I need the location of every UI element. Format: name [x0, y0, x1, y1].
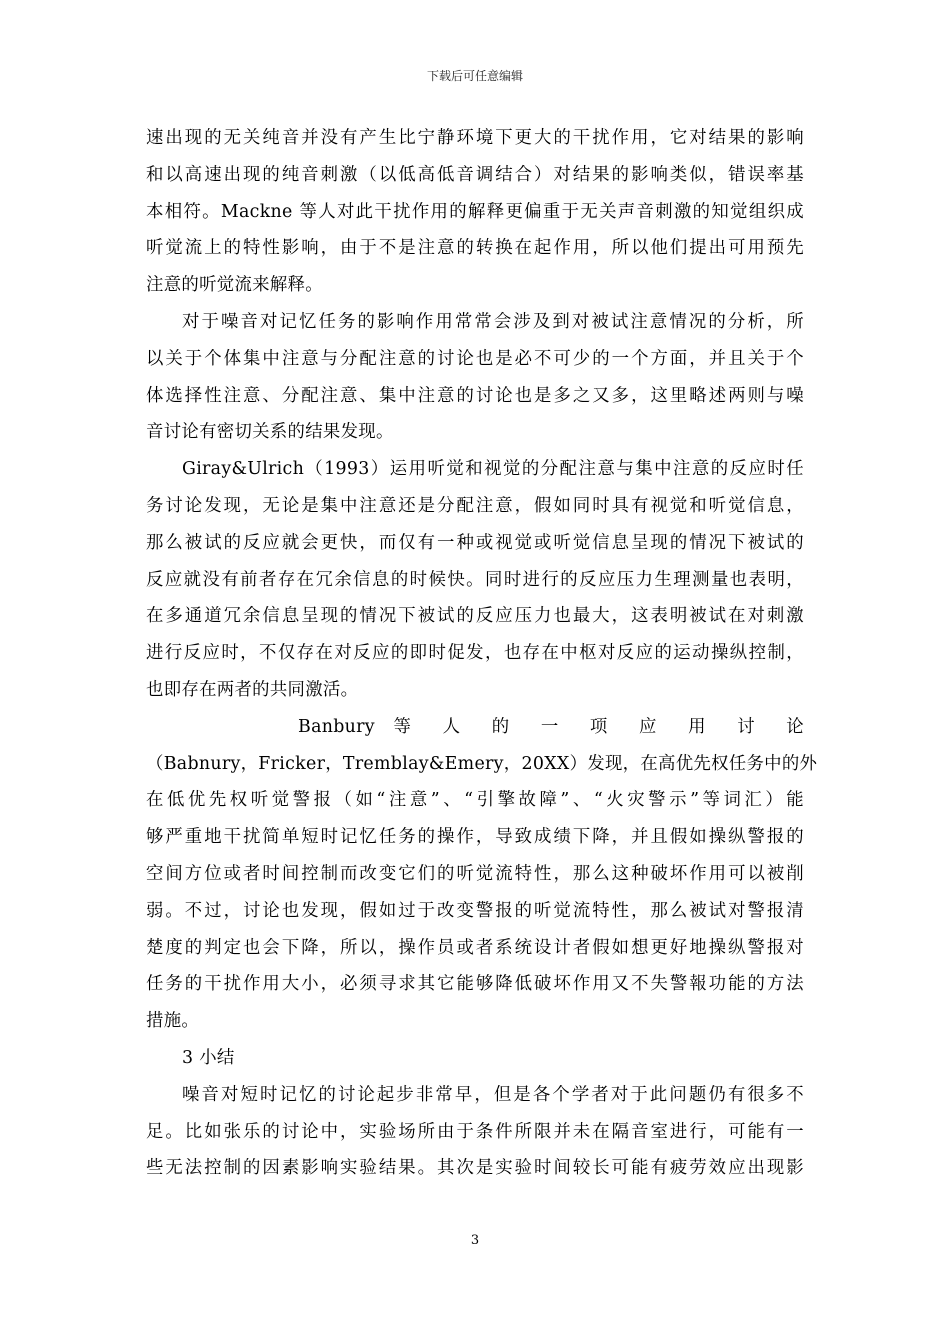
- text-line: Banbury 等 人 的 一 项 应 用 讨 论: [298, 716, 804, 737]
- text-line: 在多通道冗余信息呈现的情况下被试的反应压力也最大，这表明被试在对刺激: [146, 606, 804, 627]
- text-line: 进行反应时，不仅存在对反应的即时促发，也存在中枢对反应的运动操纵控制，: [146, 643, 804, 664]
- text-line: 在低优先权听觉警报（如“注意”、“引擎故障”、“火灾警示”等词汇）能: [146, 790, 804, 811]
- text-line: 对于噪音对记忆任务的影响作用常常会涉及到对被试注意情况的分析，所: [182, 311, 804, 332]
- page-header: 下载后可任意编辑: [426, 69, 523, 83]
- text-line: 弱。不过，讨论也发现，假如过于改变警报的听觉流特性，那么被试对警报清: [146, 900, 804, 921]
- text-line: 够严重地干扰简单短时记忆任务的操作，导致成绩下降，并且假如操纵警报的: [146, 827, 804, 848]
- section-heading: 3 小结: [182, 1047, 235, 1068]
- text-line: 听觉流上的特性影响，由于不是注意的转换在起作用，所以他们提出可用预先: [146, 238, 804, 259]
- text-line: （Babnury，Fricker，Tremblay&Emery，20XX）发现，在高优先权任务中的外: [146, 753, 818, 774]
- text-line: 任务的干扰作用大小，必须寻求其它能够降低破坏作用又不失警報功能的方法: [146, 974, 804, 995]
- text-line: 以关于个体集中注意与分配注意的讨论也是必不可少的一个方面，并且关于个: [146, 348, 804, 369]
- body-text: [146, 120, 818, 1187]
- text-line: 反应就没有前者存在冗余信息的时候快。同时进行的反应压力生理测量也表明，: [146, 569, 804, 590]
- text-line: 措施。: [146, 1011, 200, 1032]
- text-line: 注意的听觉流来解释。: [146, 275, 323, 296]
- text-line: 体选择性注意、分配注意、集中注意的讨论也是多之又多，这里略述两则与噪: [146, 385, 804, 406]
- text-line: 楚度的判定也会下降，所以，操作员或者系统设计者假如想更好地操纵警报对: [146, 937, 804, 958]
- text-line: 噪音对短时记忆的讨论起步非常早，但是各个学者对于此问题仍有很多不: [182, 1084, 804, 1105]
- text-line: 本相符。Mackne 等人对此干扰作用的解释更偏重于无关声音刺激的知觉组织成: [146, 201, 804, 222]
- text-line: 速出现的无关纯音并没有产生比宁静环境下更大的干扰作用，它对结果的影响: [146, 128, 804, 148]
- text-line: 和以高速出现的纯音刺激（以低高低音调结合）对结果的影响类似，错误率基: [146, 164, 804, 185]
- text-line: 些无法控制的因素影响实验结果。其次是实验时间较长可能有疲劳效应出现影: [146, 1158, 804, 1179]
- text-line: 空间方位或者时间控制而改变它们的听觉流特性，那么这种破坏作用可以被削: [146, 863, 804, 884]
- text-line: 音讨论有密切关系的结果发现。: [146, 422, 394, 443]
- text-line: 那么被试的反应就会更快，而仅有一种或视觉或听觉信息呈现的情况下被试的: [146, 532, 804, 553]
- text-line: 也即存在两者的共同激活。: [146, 679, 359, 700]
- text-line: 足。比如张乐的讨论中，实验场所由于条件所限并未在隔音室进行，可能有一: [146, 1121, 804, 1142]
- text-line: Giray&Ulrich（1993）运用听觉和视觉的分配注意与集中注意的反应时任: [182, 459, 804, 480]
- page-number: 3: [470, 1233, 480, 1248]
- text-line: 务讨论发现，无论是集中注意还是分配注意，假如同时具有视觉和听觉信息，: [146, 495, 804, 516]
